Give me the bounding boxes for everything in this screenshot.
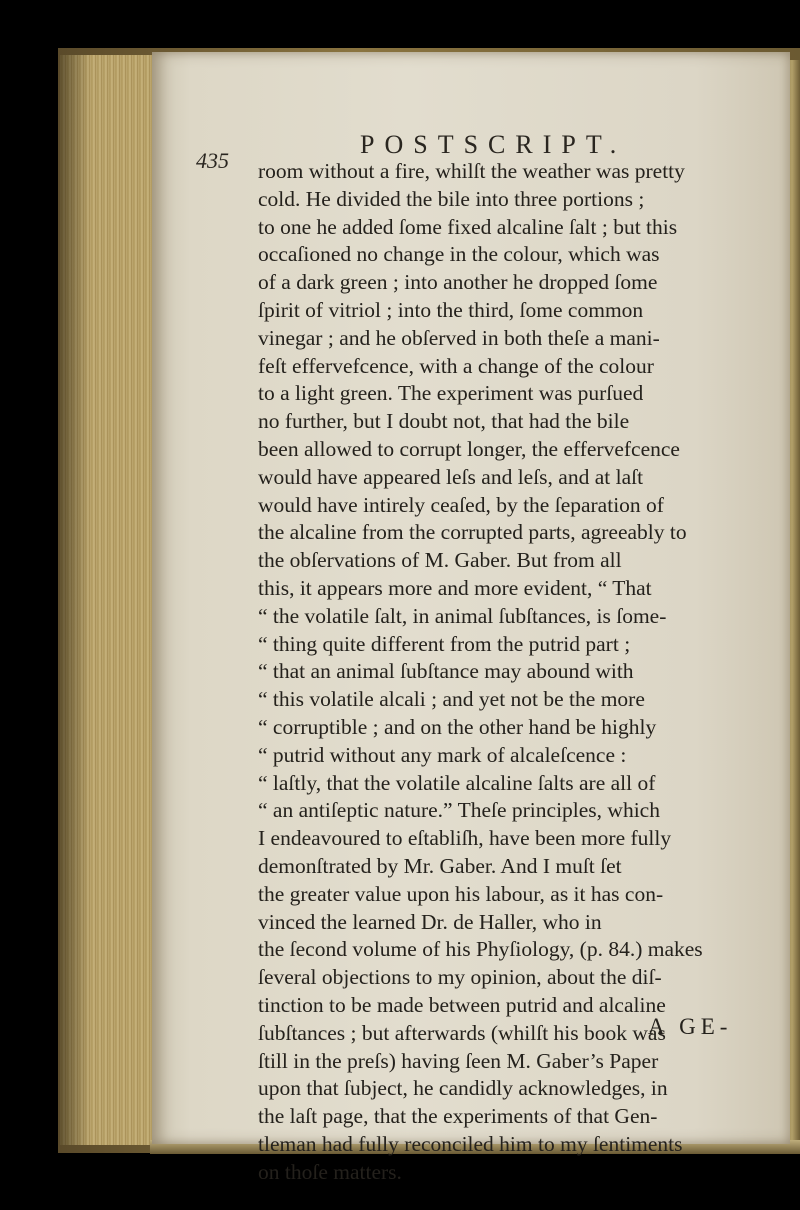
- text-line: the laſt page, that the experiments of that Gen-: [258, 1104, 658, 1129]
- text-line: would have appeared leſs and leſs, and at laſt: [258, 464, 644, 489]
- text-line: no further, but I doubt not, that had the bile: [258, 409, 630, 434]
- text-line: the ſecond volume of his Phyſiology, (p. 84.) makes: [258, 937, 703, 962]
- text-line: “ that an animal ſubſtance may abound with: [258, 659, 634, 684]
- text-line: to one he added ſome fixed alcaline ſalt ; but this: [258, 214, 678, 239]
- text-line: “ this volatile alcali ; and yet not be the more: [258, 687, 645, 712]
- text-line: ſtill in the preſs) having ſeen M. Gaber’s Paper: [258, 1048, 659, 1073]
- text-line: ſeveral objections to my opinion, about the diſ-: [258, 965, 662, 990]
- text-line: cold. He divided the bile into three portions ;: [258, 186, 645, 211]
- text-line: “ thing quite different from the putrid part ;: [258, 631, 631, 656]
- text-line: ſubſtances ; but afterwards (whilſt his book was: [258, 1020, 666, 1045]
- text-line: been allowed to corrupt longer, the effervefcence: [258, 436, 680, 461]
- text-line: tleman had fully reconciled him to my ſentiments: [258, 1131, 683, 1156]
- text-line: the alcaline from the corrupted parts, agreeably to: [258, 520, 687, 545]
- text-line: room without a fire, whilſt the weather was pretty: [258, 159, 685, 183]
- text-line: the obſervations of M. Gaber. But from all: [258, 548, 622, 573]
- text-line: “ corruptible ; and on the other hand be highly: [258, 714, 657, 739]
- text-line: to a light green. The experiment was purſued: [258, 381, 644, 406]
- text-line: demonſtrated by Mr. Gaber. And I muſt ſet: [258, 853, 622, 878]
- text-line: feſt effervefcence, with a change of the colour: [258, 353, 654, 378]
- text-line: “ laſtly, that the volatile alcaline ſalts are all of: [258, 770, 656, 795]
- text-line: “ putrid without any mark of alcaleſcence :: [258, 742, 627, 767]
- page-number: 435: [196, 148, 229, 173]
- text-line: on thoſe matters.: [258, 1159, 402, 1184]
- text-line: would have intirely ceaſed, by the ſeparation of: [258, 492, 664, 517]
- text-line: upon that ſubject, he candidly acknowledges, in: [258, 1076, 668, 1101]
- text-line: of a dark green ; into another he dropped ſome: [258, 270, 658, 295]
- text-line: “ an antiſeptic nature.” Theſe principles, which: [258, 798, 660, 823]
- text-line: ſpirit of vitriol ; into the third, ſome common: [258, 297, 644, 322]
- text-line: this, it appears more and more evident, “ That: [258, 575, 652, 600]
- text-line: I endeavoured to eſtabliſh, have been more fully: [258, 826, 672, 851]
- text-line: the greater value upon his labour, as it has con-: [258, 881, 664, 906]
- page-edge-shadow: [60, 55, 90, 1145]
- text-line: vinced the learned Dr. de Haller, who in: [258, 909, 602, 934]
- text-line: occaſioned no change in the colour, which was: [258, 242, 660, 267]
- text-line: “ the volatile ſalt, in animal ſubſtances, is ſome-: [258, 603, 667, 628]
- running-head: POSTSCRIPT.: [360, 130, 627, 159]
- text-line: tinction to be made between putrid and alcaline: [258, 992, 666, 1017]
- catchword: A GE-: [648, 1014, 733, 1039]
- text-line: vinegar ; and he obſerved in both theſe a mani-: [258, 325, 660, 350]
